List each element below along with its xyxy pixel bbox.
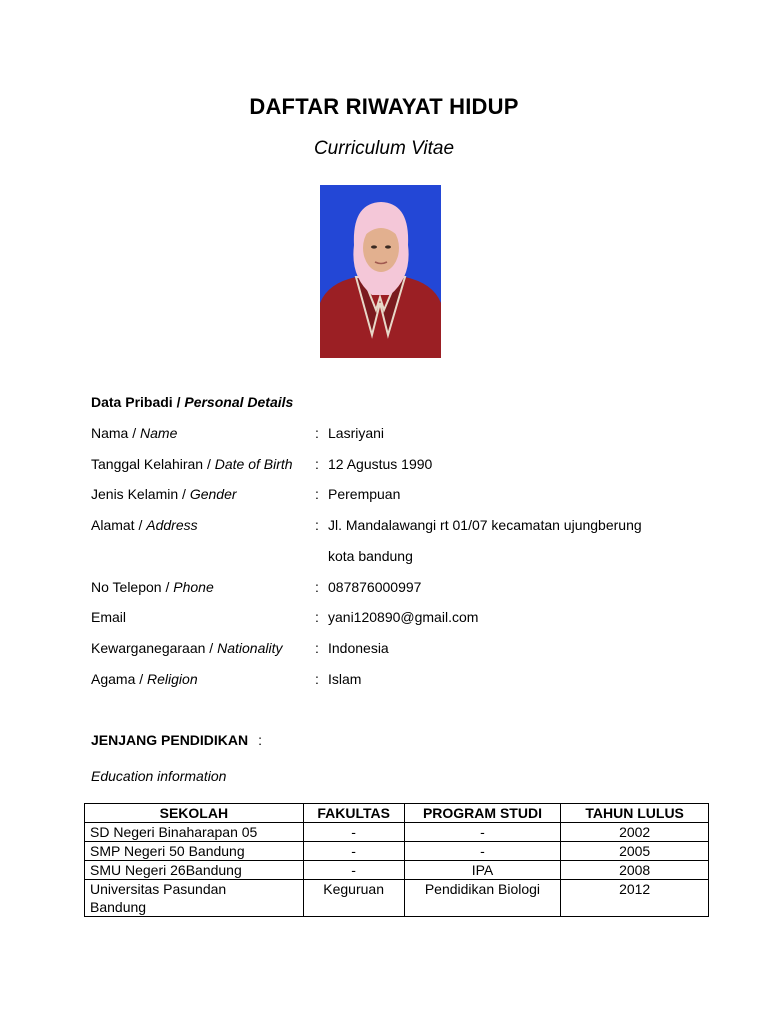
address-value: Jl. Mandalawangi rt 01/07 kecamatan ujungberung bbox=[328, 517, 642, 533]
document-subtitle: Curriculum Vitae bbox=[313, 138, 455, 159]
address-value-line2: kota bandung bbox=[328, 548, 413, 564]
table-row: SMU Negeri 26Bandung - IPA 2008 bbox=[85, 861, 709, 880]
column-header-program: PROGRAM STUDI bbox=[404, 804, 561, 823]
education-table bbox=[84, 803, 709, 917]
nationality-value: Indonesia bbox=[328, 640, 389, 656]
education-subheading: Education information bbox=[91, 768, 227, 784]
table-row: SD Negeri Binaharapan 05 - - 2002 bbox=[85, 823, 709, 842]
gender-value: Perempuan bbox=[328, 486, 401, 502]
column-header-year: TAHUN LULUS bbox=[561, 804, 709, 823]
table-header-row bbox=[85, 804, 709, 823]
dob-value: 12 Agustus 1990 bbox=[328, 456, 433, 472]
religion-value: Islam bbox=[328, 671, 362, 687]
email-value: yani120890@gmail.com bbox=[328, 609, 479, 625]
profile-photo bbox=[320, 185, 441, 358]
portrait-illustration bbox=[320, 185, 441, 358]
column-header-school: SEKOLAH bbox=[85, 804, 304, 823]
education-heading: JENJANG PENDIDIKAN : bbox=[91, 732, 263, 748]
personal-details-heading: Data Pribadi / Personal Details bbox=[91, 394, 294, 410]
name-value: Lasriyani bbox=[328, 425, 385, 441]
document-title: DAFTAR RIWAYAT HIDUP bbox=[249, 94, 519, 119]
table-row: Universitas Pasundan Bandung Keguruan Pendidikan Biologi 2012 bbox=[85, 880, 709, 917]
table-row: SMP Negeri 50 Bandung - - 2005 bbox=[85, 842, 709, 861]
phone-value: 087876000997 bbox=[328, 579, 422, 595]
column-header-faculty: FAKULTAS bbox=[303, 804, 404, 823]
